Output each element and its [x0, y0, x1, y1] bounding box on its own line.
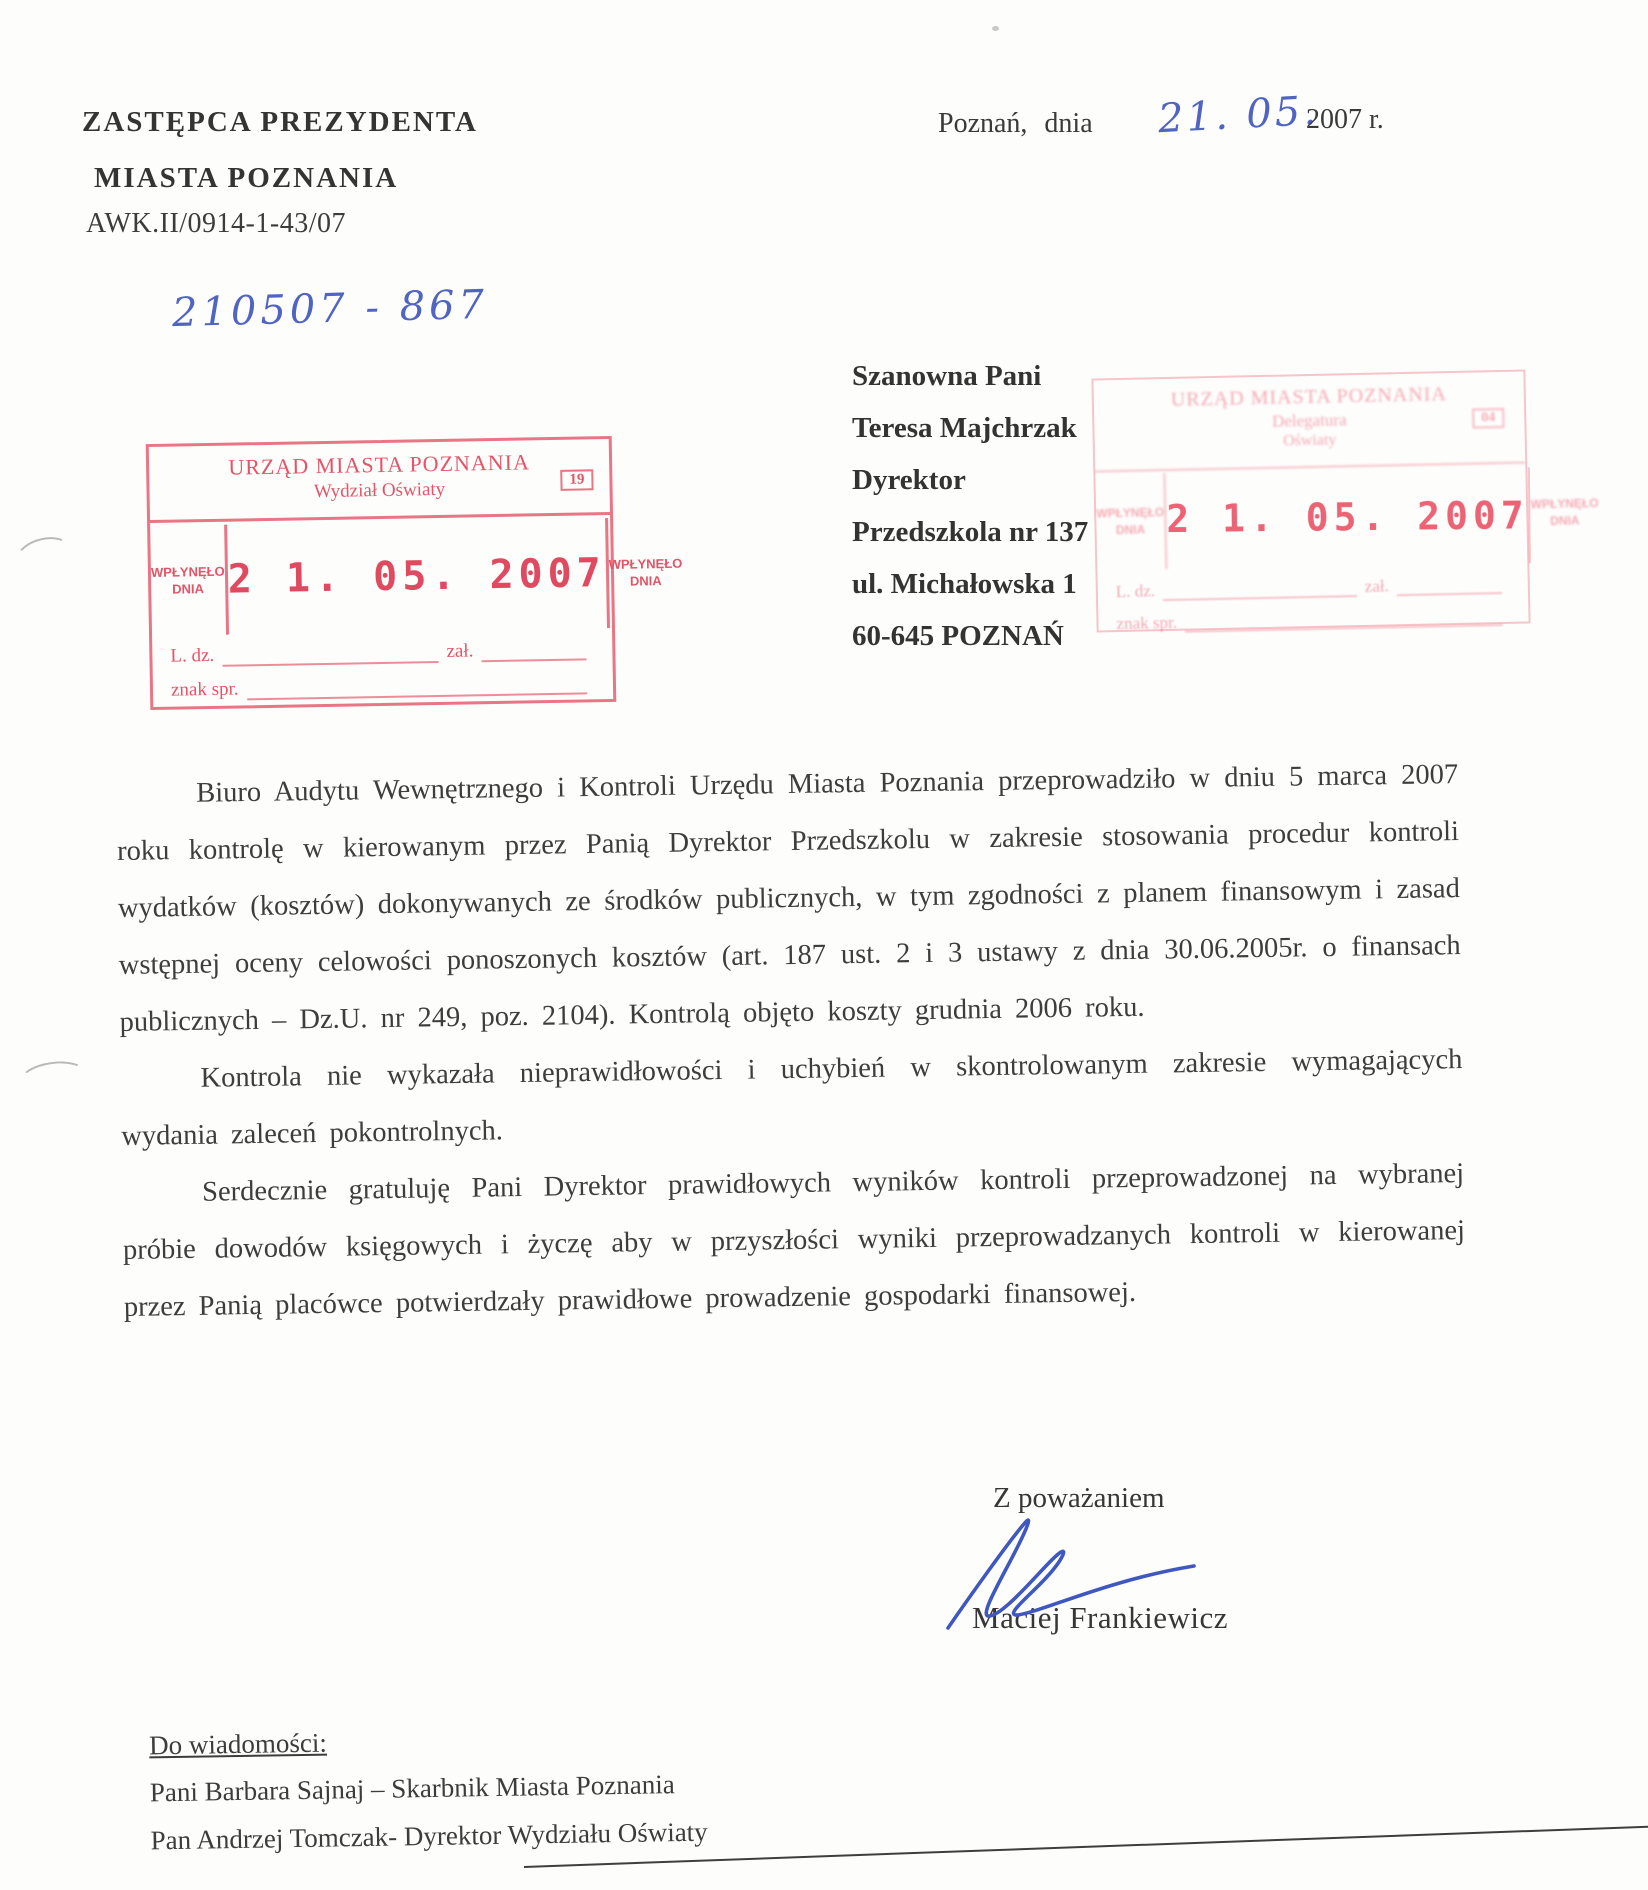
stamp-ldz-label: L. dz. [1115, 581, 1156, 602]
stamp-received-label-right: WPŁYNĘŁO DNIA [1530, 495, 1599, 528]
sender-title-line2: MIASTA POZNANIA [94, 162, 399, 194]
stamp-received-label-left: WPŁYNĘŁO DNIA [1095, 473, 1167, 570]
stamp-dept-name2: Oświaty [1282, 431, 1337, 450]
reference-number: AWK.II/0914-1-43/07 [86, 208, 346, 239]
stamp-blank-line [1185, 608, 1503, 633]
recipient-institution: Przedszkola nr 137 [852, 516, 1089, 548]
cc-line: Pan Andrzej Tomczak- Dyrektor Wydziału Oświaty [150, 1816, 708, 1856]
stamp-number-box: 19 [560, 469, 593, 491]
scan-speckle [992, 26, 999, 31]
stamp-blank-line [246, 676, 587, 700]
scan-mark-arc [13, 532, 76, 579]
recipient-salutation: Szanowna Pani [852, 360, 1042, 392]
stamp-footer [1097, 563, 1528, 634]
dateline-year: 2007 r. [1306, 104, 1384, 135]
stamp-blank-line [222, 645, 439, 667]
stamp-org-name: URZĄD MIASTA POZNANIA [228, 449, 531, 480]
stamp-znak-label: znak spr. [170, 678, 239, 701]
recipient-name: Teresa Majchrzak [852, 412, 1077, 444]
stamp-footer [152, 628, 613, 707]
stamp-blank-line [481, 642, 586, 662]
stamp-blank-line [1163, 579, 1357, 601]
stamp-header [149, 439, 610, 523]
stamp-received-label-left: WPŁYNĘŁO DNIA [150, 525, 229, 636]
stamp-dept-name: Wydział Oświaty [313, 478, 446, 503]
recipient-title: Dyrektor [852, 464, 966, 496]
receipt-stamp-right [1091, 369, 1599, 634]
body-paragraph-3: Serdecznie gratuluję Pani Dyrektor prawidłowych wyników kontroli przeprowadzonej na wybranej próbie dowodów księgowych i życzę aby w przyszłości wyniki przeprowadzanych kontroli w kierowanej przez Panią placówce potwierdzały prawidłowe prowadzenie gospodarki finansowej. [122, 1158, 1466, 1323]
stamp-dept-name: Delegatura [1271, 410, 1347, 431]
receipt-stamp-left [146, 436, 683, 710]
stamp-znak-label: znak spr. [1116, 612, 1178, 634]
stamp-received-label-right: WPŁYNĘŁO DNIA [608, 555, 683, 589]
stamp-header [1093, 372, 1525, 473]
stamp-middle-row [150, 518, 683, 636]
stamp-zal-label: zał. [1364, 576, 1389, 596]
handwritten-date: 21. 05. [1156, 87, 1321, 143]
cc-line: Pani Barbara Sajnaj – Skarbnik Miasta Poznania [149, 1769, 675, 1808]
recipient-address [852, 350, 1088, 662]
cc-block [149, 1722, 708, 1874]
sender-title-line1: ZASTĘPCA PREZYDENTA [82, 106, 478, 138]
stamp-middle-row [1095, 466, 1599, 571]
cc-heading: Do wiadomości: [148, 1727, 328, 1761]
letter-body [116, 746, 1466, 1336]
stamp-ldz-label: L. dz. [170, 644, 215, 667]
closing-salutation: Z poważaniem [993, 1482, 1165, 1514]
body-paragraph-1: Biuro Audytu Wewnętrznego i Kontroli Urzędu Miasta Poznania przeprowadziło w dniu 5 marca 2007 roku kontrolę w kierowanym przez Panią Dyrektor Przedszkolu w zakresie stosowania procedur kontroli wydatków (kosztów) dokonywanych ze środków publicznych, w tym zgodności z planem finansowym i zasad wstępnej oceny celowości ponoszonych kosztów (art. 187 ust. 2 i 3 ustawy z dnia 30.06.2005r. o finansach publicznych – Dz.U. nr 249, poz. 2104). Kontrolą objęto koszty grudnia 2006 roku. [116, 759, 1461, 1038]
recipient-street: ul. Michałowska 1 [852, 568, 1077, 600]
stamp-number-box: 04 [1472, 408, 1504, 429]
handwritten-registry-number: 210507 - 867 [171, 281, 489, 337]
recipient-city: 60-645 POZNAŃ [852, 620, 1064, 652]
dateline-place: Poznań, dnia [938, 108, 1093, 139]
stamp-date: 2 1. 05. 2007 [1166, 467, 1531, 567]
handwritten-signature [926, 1512, 1229, 1647]
stamp-date: 2 1. 05. 2007 [227, 518, 610, 635]
signatory-name: Maciej Frankiewicz [972, 1600, 1229, 1635]
stamp-org-name: URZĄD MIASTA POZNANIA [1170, 383, 1448, 411]
signature-stroke [926, 1512, 1229, 1642]
stamp-blank-line [1397, 576, 1502, 596]
stamp-zal-label: zał. [446, 640, 474, 662]
scan-mark-arc [18, 1058, 88, 1097]
body-paragraph-2: Kontrola nie wykazała nieprawidłowości i uchybień w skontrolowanym zakresie wymagających wydania zaleceń pokontrolnych. [121, 1044, 1463, 1152]
